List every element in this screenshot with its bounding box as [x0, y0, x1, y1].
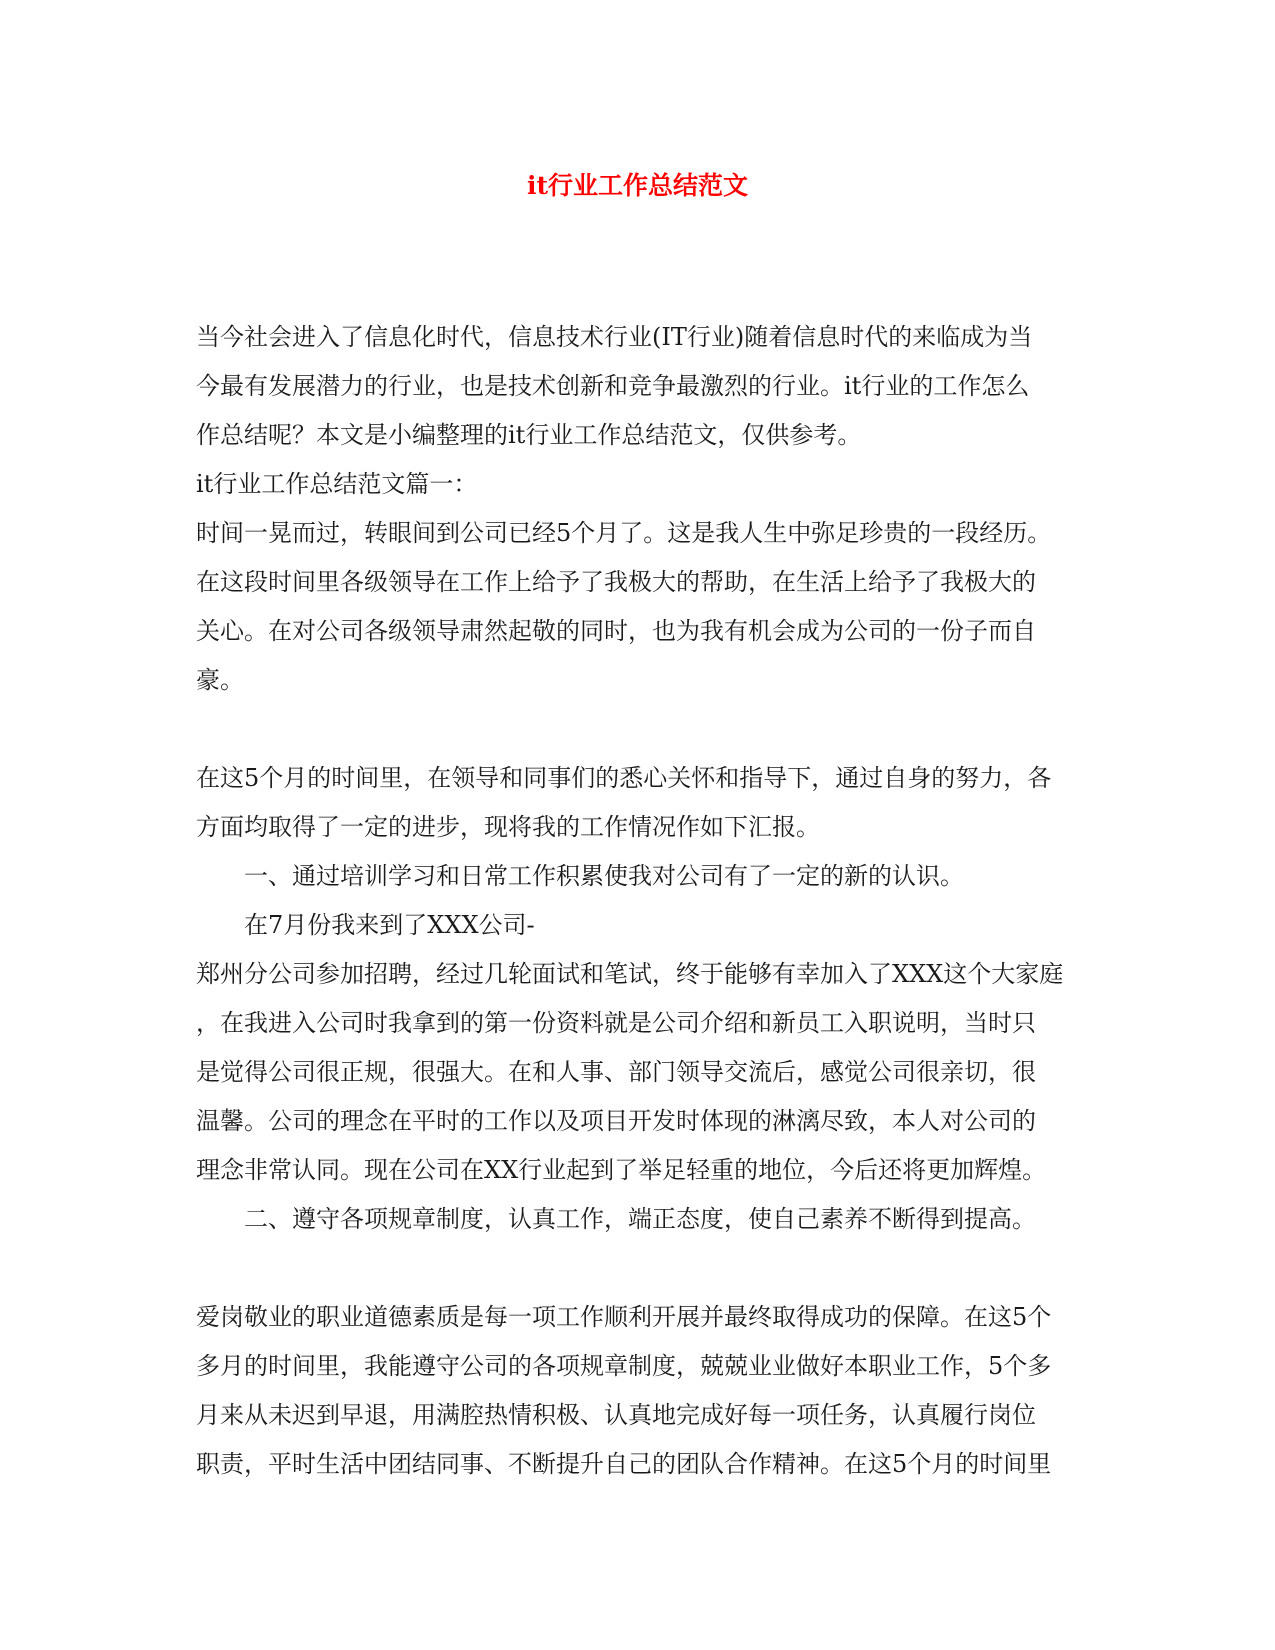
numbered-heading: 一、通过培训学习和日常工作积累使我对公司有了一定的新的认识。	[244, 862, 964, 890]
text-line: 理念非常认同。现在公司在XX行业起到了举足轻重的地位，今后还将更加辉煌。	[196, 1156, 1047, 1184]
text-line: 在这段时间里各级领导在工作上给予了我极大的帮助，在生活上给予了我极大的	[196, 568, 1036, 596]
text-line: 作总结呢？本文是小编整理的it行业工作总结范文，仅供参考。	[196, 421, 862, 449]
text-line: ，在我进入公司时我拿到的第一份资料就是公司介绍和新员工入职说明，当时只	[196, 1009, 1036, 1037]
text-line: 多月的时间里，我能遵守公司的各项规章制度，兢兢业业做好本职业工作，5个多	[196, 1352, 1052, 1380]
paragraph-spacer	[196, 1244, 1076, 1293]
text-line: 月来从未迟到早退，用满腔热情积极、认真地完成好每一项任务，认真履行岗位	[196, 1401, 1036, 1429]
text-line: 方面均取得了一定的进步，现将我的工作情况作如下汇报。	[196, 813, 820, 841]
text-line: 今最有发展潜力的行业，也是技术创新和竞争最激烈的行业。it行业的工作怎么	[196, 372, 1030, 400]
text-line: 是觉得公司很正规，很强大。在和人事、部门领导交流后，感觉公司很亲切，很	[196, 1058, 1036, 1086]
text-line: 郑州分公司参加招聘，经过几轮面试和笔试，终于能够有幸加入了XXX这个大家庭	[196, 960, 1064, 988]
text-line: 爱岗敬业的职业道德素质是每一项工作顺利开展并最终取得成功的保障。在这5个	[196, 1303, 1052, 1331]
document-body	[196, 313, 1076, 1489]
text-line: 职责，平时生活中团结同事、不断提升自己的团队合作精神。在这5个月的时间里	[196, 1450, 1052, 1478]
paragraph-spacer	[196, 705, 1076, 754]
text-line: 关心。在对公司各级领导肃然起敬的同时，也为我有机会成为公司的一份子而自	[196, 617, 1036, 645]
text-line: 温馨。公司的理念在平时的工作以及项目开发时体现的淋漓尽致，本人对公司的	[196, 1107, 1036, 1135]
text-line: 豪。	[196, 666, 244, 694]
numbered-heading: 二、遵守各项规章制度，认真工作，端正态度，使自己素养不断得到提高。	[244, 1205, 1036, 1233]
document-title: it行业工作总结范文	[526, 171, 749, 200]
text-line: 在这5个月的时间里，在领导和同事们的悉心关怀和指导下，通过自身的努力，各	[196, 764, 1052, 792]
text-line: 当今社会进入了信息化时代，信息技术行业(IT行业)随着信息时代的来临成为当	[196, 323, 1033, 351]
text-line: 在7月份我来到了XXX公司-	[244, 911, 535, 939]
section-heading: it行业工作总结范文篇一：	[196, 470, 478, 498]
text-line: 时间一晃而过，转眼间到公司已经5个月了。这是我人生中弥足珍贵的一段经历。	[196, 519, 1052, 547]
